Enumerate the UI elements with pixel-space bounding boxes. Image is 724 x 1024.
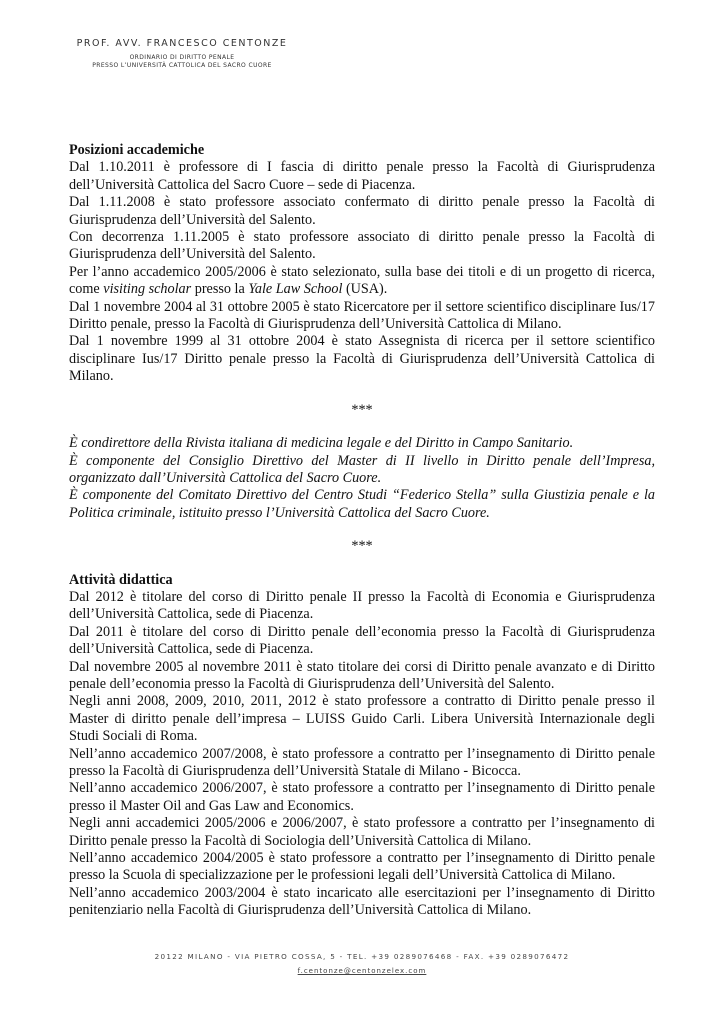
teaching-paragraph: Nell’anno accademico 2003/2004 è stato incaricato alle esercitazioni per l’insegnamento di Diritto penitenziario nella Facoltà di Giurisprudenza dell’Università Cattolica di Milano. [69,884,655,919]
academic-paragraph: Con decorrenza 1.11.2005 è stato professore associato di diritto penale presso la Facoltà di Giurisprudenza dell’Università del Salento. [69,229,655,263]
document-body [69,142,655,920]
letterhead [62,38,302,70]
role-paragraph: È componente del Comitato Direttivo del Centro Studi “Federico Stella” sulla Giustizia penale e la Politica criminale, istituito presso l’Università Cattolica del Sacro Cuore. [69,487,655,521]
academic-paragraph: Dal 1.11.2008 è stato professore associato confermato di diritto penale presso la Facoltà di Giurisprudenza dell’Università del Salento. [69,194,655,228]
role-paragraph: È componente del Consiglio Direttivo del Master di II livello in Diritto penale dell’Impresa, organizzato dall’Università Cattolica del Sacro Cuore. [69,452,655,486]
text-run: (USA). [342,281,388,298]
text-run-italic: visiting scholar [103,281,192,298]
letterhead-title: ORDINARIO DI DIRITTO PENALE [129,54,235,61]
teaching-paragraph: Nell’anno accademico 2006/2007, è stato professore a contratto per l’insegnamento di Diritto penale presso il Master Oil and Gas Law and Economics. [69,780,655,814]
academic-paragraph: Dal 1.10.2011 è professore di I fascia di diritto penale presso la Facoltà di Giurisprudenza dell’Università Cattolica del Sacro Cuore – sede di Piacenza. [69,159,655,193]
academic-paragraph: Dal 1 novembre 2004 al 31 ottobre 2005 è stato Ricercatore per il settore scientifico disciplinare Ius/17 Diritto penale, presso la Facoltà di Giurisprudenza dell’Università Cattolica di Milano. [69,298,655,333]
teaching-paragraph: Dal 2012 è titolare del corso di Diritto penale II presso la Facoltà di Economia e Giurisprudenza dell’Università Cattolica, sede di Piacenza. [69,588,655,623]
text-run: presso la [191,281,249,298]
role-paragraph: È condirettore della Rivista italiana di medicina legale e del Diritto in Campo Sanitario. [69,435,574,452]
academic-paragraph-yale [69,264,655,299]
footer [0,952,724,975]
text-run: Per l’anno accademico 2005/2006 è stato selezionato, sulla base dei titoli e di un progetto di ricerca, come [69,263,655,298]
teaching-paragraph: Nell’anno accademico 2007/2008, è stato professore a contratto per l’insegnamento di Diritto penale presso la Facoltà di Giurisprudenza dell’Università Statale di Milano - Bicocca. [69,745,655,779]
footer-address: 20122 MILANO - VIA PIETRO COSSA, 5 - TEL. +39 0289076468 - FAX. +39 0289076472 [154,952,570,961]
teaching-paragraph: Dal novembre 2005 al novembre 2011 è stato titolare dei corsi di Diritto penale avanzato e di Diritto penale dell’economia presso la Facoltà di Giurisprudenza dell’Università del Salento. [69,658,655,692]
footer-email-link[interactable]: f.centonze@centonzelex.com [297,967,427,975]
letterhead-affiliation: PRESSO L’UNIVERSITÀ CATTOLICA DEL SACRO CUORE [92,62,272,69]
section-title-academic-positions: Posizioni accademiche [69,142,205,158]
letterhead-name: PROF. AVV. FRANCESCO CENTONZE [76,38,288,49]
academic-paragraph: Dal 1 novembre 1999 al 31 ottobre 2004 è stato Assegnista di ricerca per il settore scientifico disciplinare Ius/17 Diritto penale presso la Facoltà di Giurisprudenza dell’Università Cattolica di Milano. [69,333,655,385]
teaching-paragraph: Nell’anno accademico 2004/2005 è stato professore a contratto per l’insegnamento di Diritto penale presso la Scuola di specializzazione per le professioni legali dell’Università Cattolica di Milano. [69,850,655,884]
teaching-paragraph: Negli anni accademici 2005/2006 e 2006/2007, è stato professore a contratto per l’insegnamento di Diritto penale presso la Facoltà di Sociologia dell’Università Cattolica di Milano. [69,815,655,849]
text-run-italic: Yale Law School [248,281,343,298]
teaching-paragraph: Negli anni 2008, 2009, 2010, 2011, 2012 è stato professore a contratto di Diritto penale presso il Master di diritto penale dell’impresa – LUISS Guido Carli. Libera Università Internazionale degli Studi Sociali di Roma. [69,693,655,745]
section-separator: *** [351,538,373,555]
section-title-teaching: Attività didattica [69,571,173,588]
teaching-paragraph: Dal 2011 è titolare del corso di Diritto penale dell’economia presso la Facoltà di Giurisprudenza dell’Università Cattolica, sede di Piacenza. [69,623,655,658]
section-separator: *** [351,401,373,418]
